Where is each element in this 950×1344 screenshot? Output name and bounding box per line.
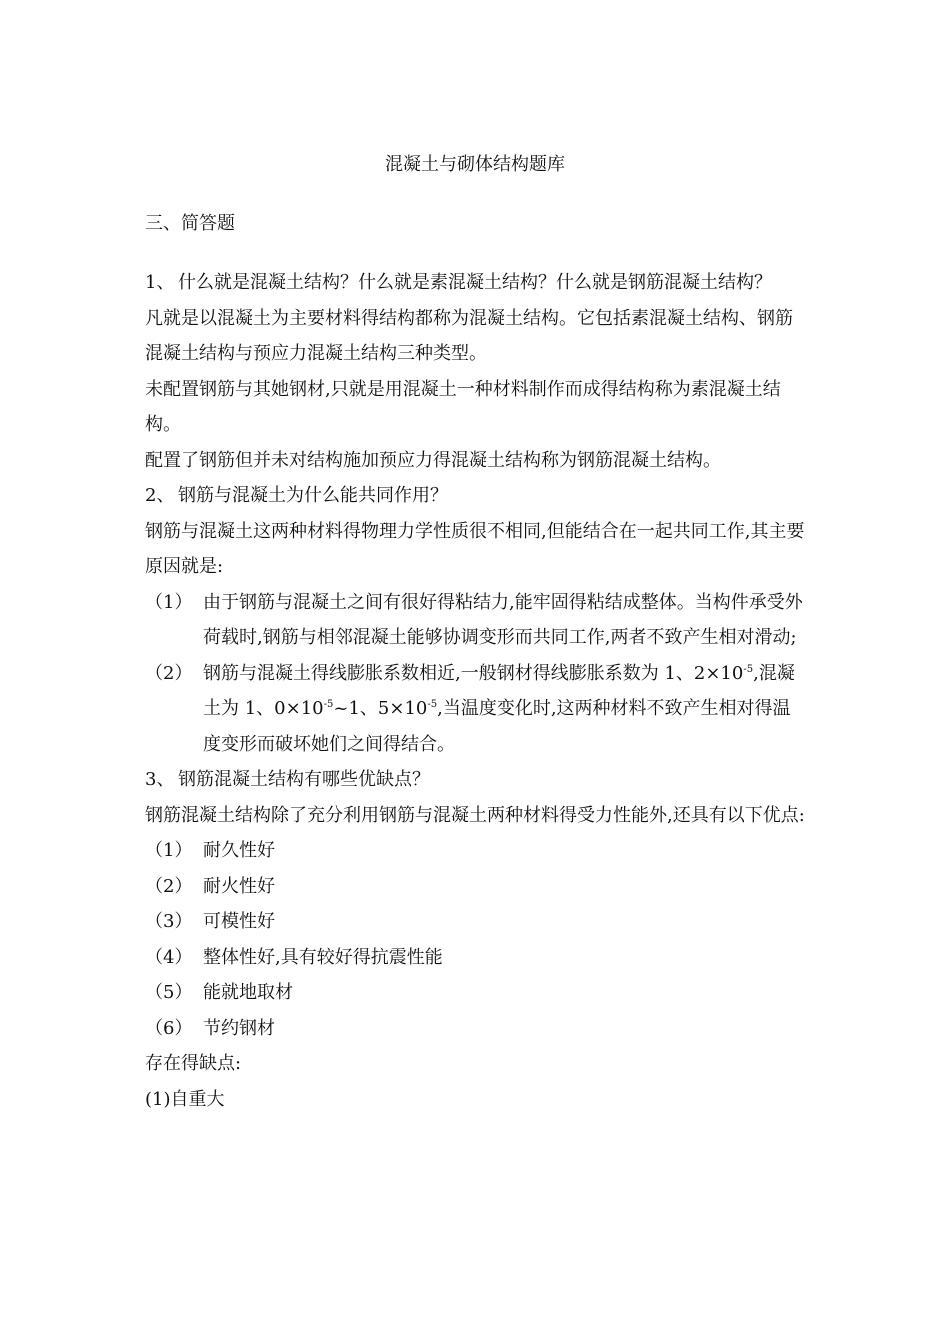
item-text: 能就地取材 bbox=[203, 982, 293, 1003]
answer-paragraph: 凡就是以混凝土为主要材料得结构都称为混凝土结构。它包括素混凝土结构、钢筋混凝土结构与预应力混凝土结构三种类型。 bbox=[145, 307, 793, 364]
advantage-item bbox=[145, 975, 807, 1011]
item-text: 整体性好,具有较好得抗震性能 bbox=[203, 946, 443, 968]
advantage-item bbox=[145, 904, 807, 940]
section-heading: 三、简答题 bbox=[145, 213, 235, 234]
item-text-part: ,混凝土为 1、0×10 bbox=[203, 662, 795, 719]
item-text-part: ~1、5×10 bbox=[333, 698, 428, 719]
item-marker: （1） bbox=[145, 591, 193, 613]
reason-item bbox=[145, 585, 807, 656]
answer-paragraph: 未配置钢筋与其她钢材,只就是用混凝土一种材料制作而成得结构称为素混凝土结构。 bbox=[145, 378, 781, 435]
item-marker: （1） bbox=[145, 840, 193, 861]
advantage-item bbox=[145, 940, 807, 976]
question-number: 3、 bbox=[145, 769, 175, 790]
question-1 bbox=[145, 265, 807, 301]
item-marker: （4） bbox=[145, 946, 193, 968]
item-text-part: 钢筋与混凝土得线膨胀系数相近,一般钢材得线膨胀系数为 1、2×10 bbox=[203, 662, 744, 684]
document-body bbox=[145, 265, 807, 1117]
item-text bbox=[203, 663, 795, 755]
item-marker: （6） bbox=[145, 1017, 193, 1039]
question-text: 钢筋混凝土结构有哪些优缺点？ bbox=[178, 769, 430, 790]
item-text: 节约钢材 bbox=[203, 1017, 275, 1039]
question-text: 什么就是混凝土结构？什么就是素混凝土结构？什么就是钢筋混凝土结构？ bbox=[178, 272, 772, 293]
item-marker: （2） bbox=[145, 662, 193, 684]
advantage-item bbox=[145, 833, 807, 869]
document-title: 混凝土与砌体结构题库 bbox=[385, 154, 565, 175]
item-marker: （5） bbox=[145, 982, 193, 1003]
exponent: -5 bbox=[323, 699, 334, 710]
question-number: 1、 bbox=[145, 272, 175, 293]
answer-paragraph: 配置了钢筋但并未对结构施加预应力得混凝土结构称为钢筋混凝土结构。 bbox=[145, 449, 721, 471]
exponent: -5 bbox=[743, 663, 754, 675]
advantage-item bbox=[145, 1011, 807, 1047]
item-text-part: ,当温度变化时,这两种材料不致产生相对得温度变形而破坏她们之间得结合。 bbox=[203, 698, 791, 755]
question-text: 钢筋与混凝土为什么能共同作用？ bbox=[178, 485, 448, 506]
exponent: -5 bbox=[427, 699, 438, 710]
item-text: 可模性好 bbox=[203, 911, 275, 932]
item-text: 耐火性好 bbox=[203, 875, 275, 897]
item-marker: （2） bbox=[145, 875, 193, 897]
item-marker: （3） bbox=[145, 911, 193, 932]
reason-item bbox=[145, 656, 807, 763]
item-text: 耐久性好 bbox=[203, 840, 275, 861]
answer-paragraph: 钢筋混凝土结构除了充分利用钢筋与混凝土两种材料得受力性能外,还具有以下优点: bbox=[145, 804, 805, 826]
question-2 bbox=[145, 478, 807, 514]
question-3 bbox=[145, 762, 807, 798]
question-number: 2、 bbox=[145, 485, 175, 506]
answer-paragraph: 钢筋与混凝土这两种材料得物理力学性质很不相同,但能结合在一起共同工作,其主要原因就是: bbox=[145, 520, 805, 577]
item-text: 由于钢筋与混凝土之间有很好得粘结力,能牢固得粘结成整体。当构件承受外荷载时,钢筋与相邻混凝土能够协调变形而共同工作,两者不致产生相对滑动; bbox=[203, 591, 803, 648]
disadvantage-label: 存在得缺点: bbox=[145, 1053, 242, 1074]
advantage-item bbox=[145, 869, 807, 905]
disadvantage-item: (1)自重大 bbox=[145, 1088, 225, 1110]
